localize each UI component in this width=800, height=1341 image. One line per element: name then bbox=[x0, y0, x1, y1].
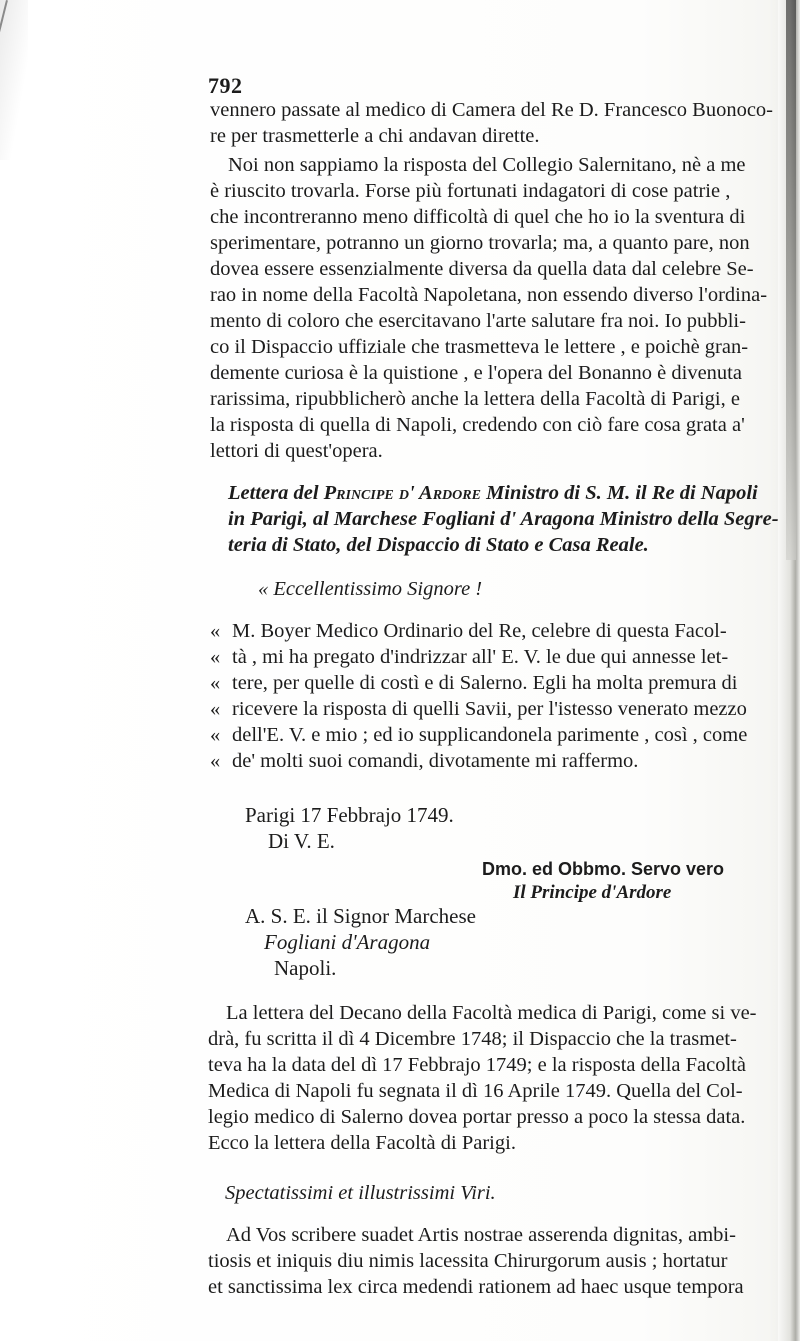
letter-body-line bbox=[210, 618, 727, 644]
letter-heading-line2: in Parigi, al Marchese Fogliani d' Aragona Ministro della Segre- bbox=[228, 508, 779, 530]
intro-line: rarissima, ripubblicherò anche la lettera della Facoltà di Parigi, e bbox=[210, 388, 740, 410]
quote-mark: « bbox=[210, 620, 221, 642]
di-ve: Di V. E. bbox=[268, 829, 335, 853]
page-number: 792 bbox=[208, 73, 243, 98]
addressee-line: A. S. E. il Signor Marchese bbox=[245, 904, 476, 928]
after-line: La lettera del Decano della Facoltà medica di Parigi, come si ve- bbox=[226, 1002, 757, 1024]
intro-line: lettori di quest'opera. bbox=[210, 440, 383, 462]
servant-line: Dmo. ed Obbmo. Servo vero bbox=[482, 859, 725, 879]
intro-line: re per trasmetterle a chi andavan dirette. bbox=[210, 125, 540, 147]
letter-body-text: tere, per quelle di costì e di Salerno. Egli ha molta premura di bbox=[232, 672, 738, 694]
latin-line: tiosis et iniquis diu nimis lacessita Chirurgorum ausis ; hortatur bbox=[208, 1250, 728, 1272]
signature: Il Principe d'Ardore bbox=[513, 882, 672, 903]
letter-heading-prefix: Lettera del bbox=[228, 482, 324, 504]
letter-heading-line3: teria di Stato, del Dispaccio di Stato e Casa Reale. bbox=[228, 534, 649, 556]
letter-heading-title: Principe d' Ardore bbox=[323, 482, 481, 504]
letter-body-text: M. Boyer Medico Ordinario del Re, celebre di questa Facol- bbox=[232, 620, 727, 642]
quote-mark: « bbox=[210, 698, 221, 720]
quote-mark: « bbox=[210, 672, 221, 694]
intro-line: mento di coloro che esercitavano l'arte salutare fra noi. Io pubbli- bbox=[210, 310, 746, 332]
intro-line: demente curiosa è la quistione , e l'opera del Bonanno è divenuta bbox=[210, 362, 742, 384]
intro-line: è riuscito trovarla. Forse più fortunati indagatori di cose patrie , bbox=[210, 180, 731, 202]
letter-heading-suffix: Ministro di S. M. il Re di Napoli bbox=[480, 482, 758, 504]
intro-line: Noi non sappiamo la risposta del Collegio Salernitano, nè a me bbox=[228, 154, 746, 176]
letter-body-text: tà , mi ha pregato d'indrizzar all' E. V. le due qui annesse let- bbox=[232, 646, 729, 668]
page-edge-shadow-left bbox=[0, 0, 28, 160]
letter-body-line bbox=[210, 644, 728, 670]
intro-line: che incontreranno meno difficoltà di quel che ho io la sventura di bbox=[210, 206, 746, 228]
latin-line: Ad Vos scribere suadet Artis nostrae asserenda dignitas, ambi- bbox=[226, 1224, 736, 1246]
place-date: Parigi 17 Febbrajo 1749. bbox=[245, 803, 454, 827]
salutation: « Eccellentissimo Signore ! bbox=[258, 578, 483, 600]
quote-mark: « bbox=[210, 646, 221, 668]
latin-heading: Spectatissimi et illustrissimi Viri. bbox=[225, 1182, 496, 1204]
letter-body-line bbox=[210, 748, 638, 774]
latin-line: et sanctissima lex circa medendi rationem ad haec usque tempora bbox=[208, 1276, 744, 1298]
after-line: Medica di Napoli fu segnata il dì 16 Aprile 1749. Quella del Col- bbox=[208, 1080, 743, 1102]
letter-body-line bbox=[210, 670, 738, 696]
after-line: drà, fu scritta il dì 4 Dicembre 1748; il Dispaccio che la trasmet- bbox=[208, 1028, 737, 1050]
intro-line: la risposta di quella di Napoli, credendo con ciò fare cosa grata a' bbox=[210, 414, 745, 436]
after-line: legio medico di Salerno dovea portar presso a poco la stessa data. bbox=[208, 1106, 746, 1128]
letter-body-line bbox=[210, 696, 747, 722]
letter-body-text: ricevere la risposta di quelli Savii, per l'istesso venerato mezzo bbox=[232, 698, 747, 720]
after-line: teva ha la data del dì 17 Febbrajo 1749; e la risposta della Facoltà bbox=[208, 1054, 746, 1076]
letter-heading-line1 bbox=[228, 480, 758, 506]
quote-mark: « bbox=[210, 724, 221, 746]
quote-mark: « bbox=[210, 750, 221, 772]
intro-line: vennero passate al medico di Camera del Re D. Francesco Buonoco- bbox=[210, 99, 773, 121]
letter-body-text: de' molti suoi comandi, divotamente mi raffermo. bbox=[232, 750, 639, 772]
letter-body-line bbox=[210, 722, 747, 748]
addressee-line: Napoli. bbox=[274, 956, 337, 980]
intro-line: rao in nome della Facoltà Napoletana, non essendo diverso l'ordina- bbox=[210, 284, 768, 306]
binding-shadow bbox=[786, 0, 796, 560]
intro-line: dovea essere essenzialmente diversa da quella data dal celebre Se- bbox=[210, 258, 754, 280]
addressee-line: Fogliani d'Aragona bbox=[264, 930, 431, 954]
intro-line: sperimentare, potranno un giorno trovarla; ma, a quanto pare, non bbox=[210, 232, 750, 254]
intro-line: co il Dispaccio uffiziale che trasmetteva le lettere , e poichè gran- bbox=[210, 336, 749, 358]
after-line: Ecco la lettera della Facoltà di Parigi. bbox=[208, 1132, 516, 1154]
letter-body-text: dell'E. V. e mio ; ed io supplicandonela parimente , così , come bbox=[232, 724, 748, 746]
